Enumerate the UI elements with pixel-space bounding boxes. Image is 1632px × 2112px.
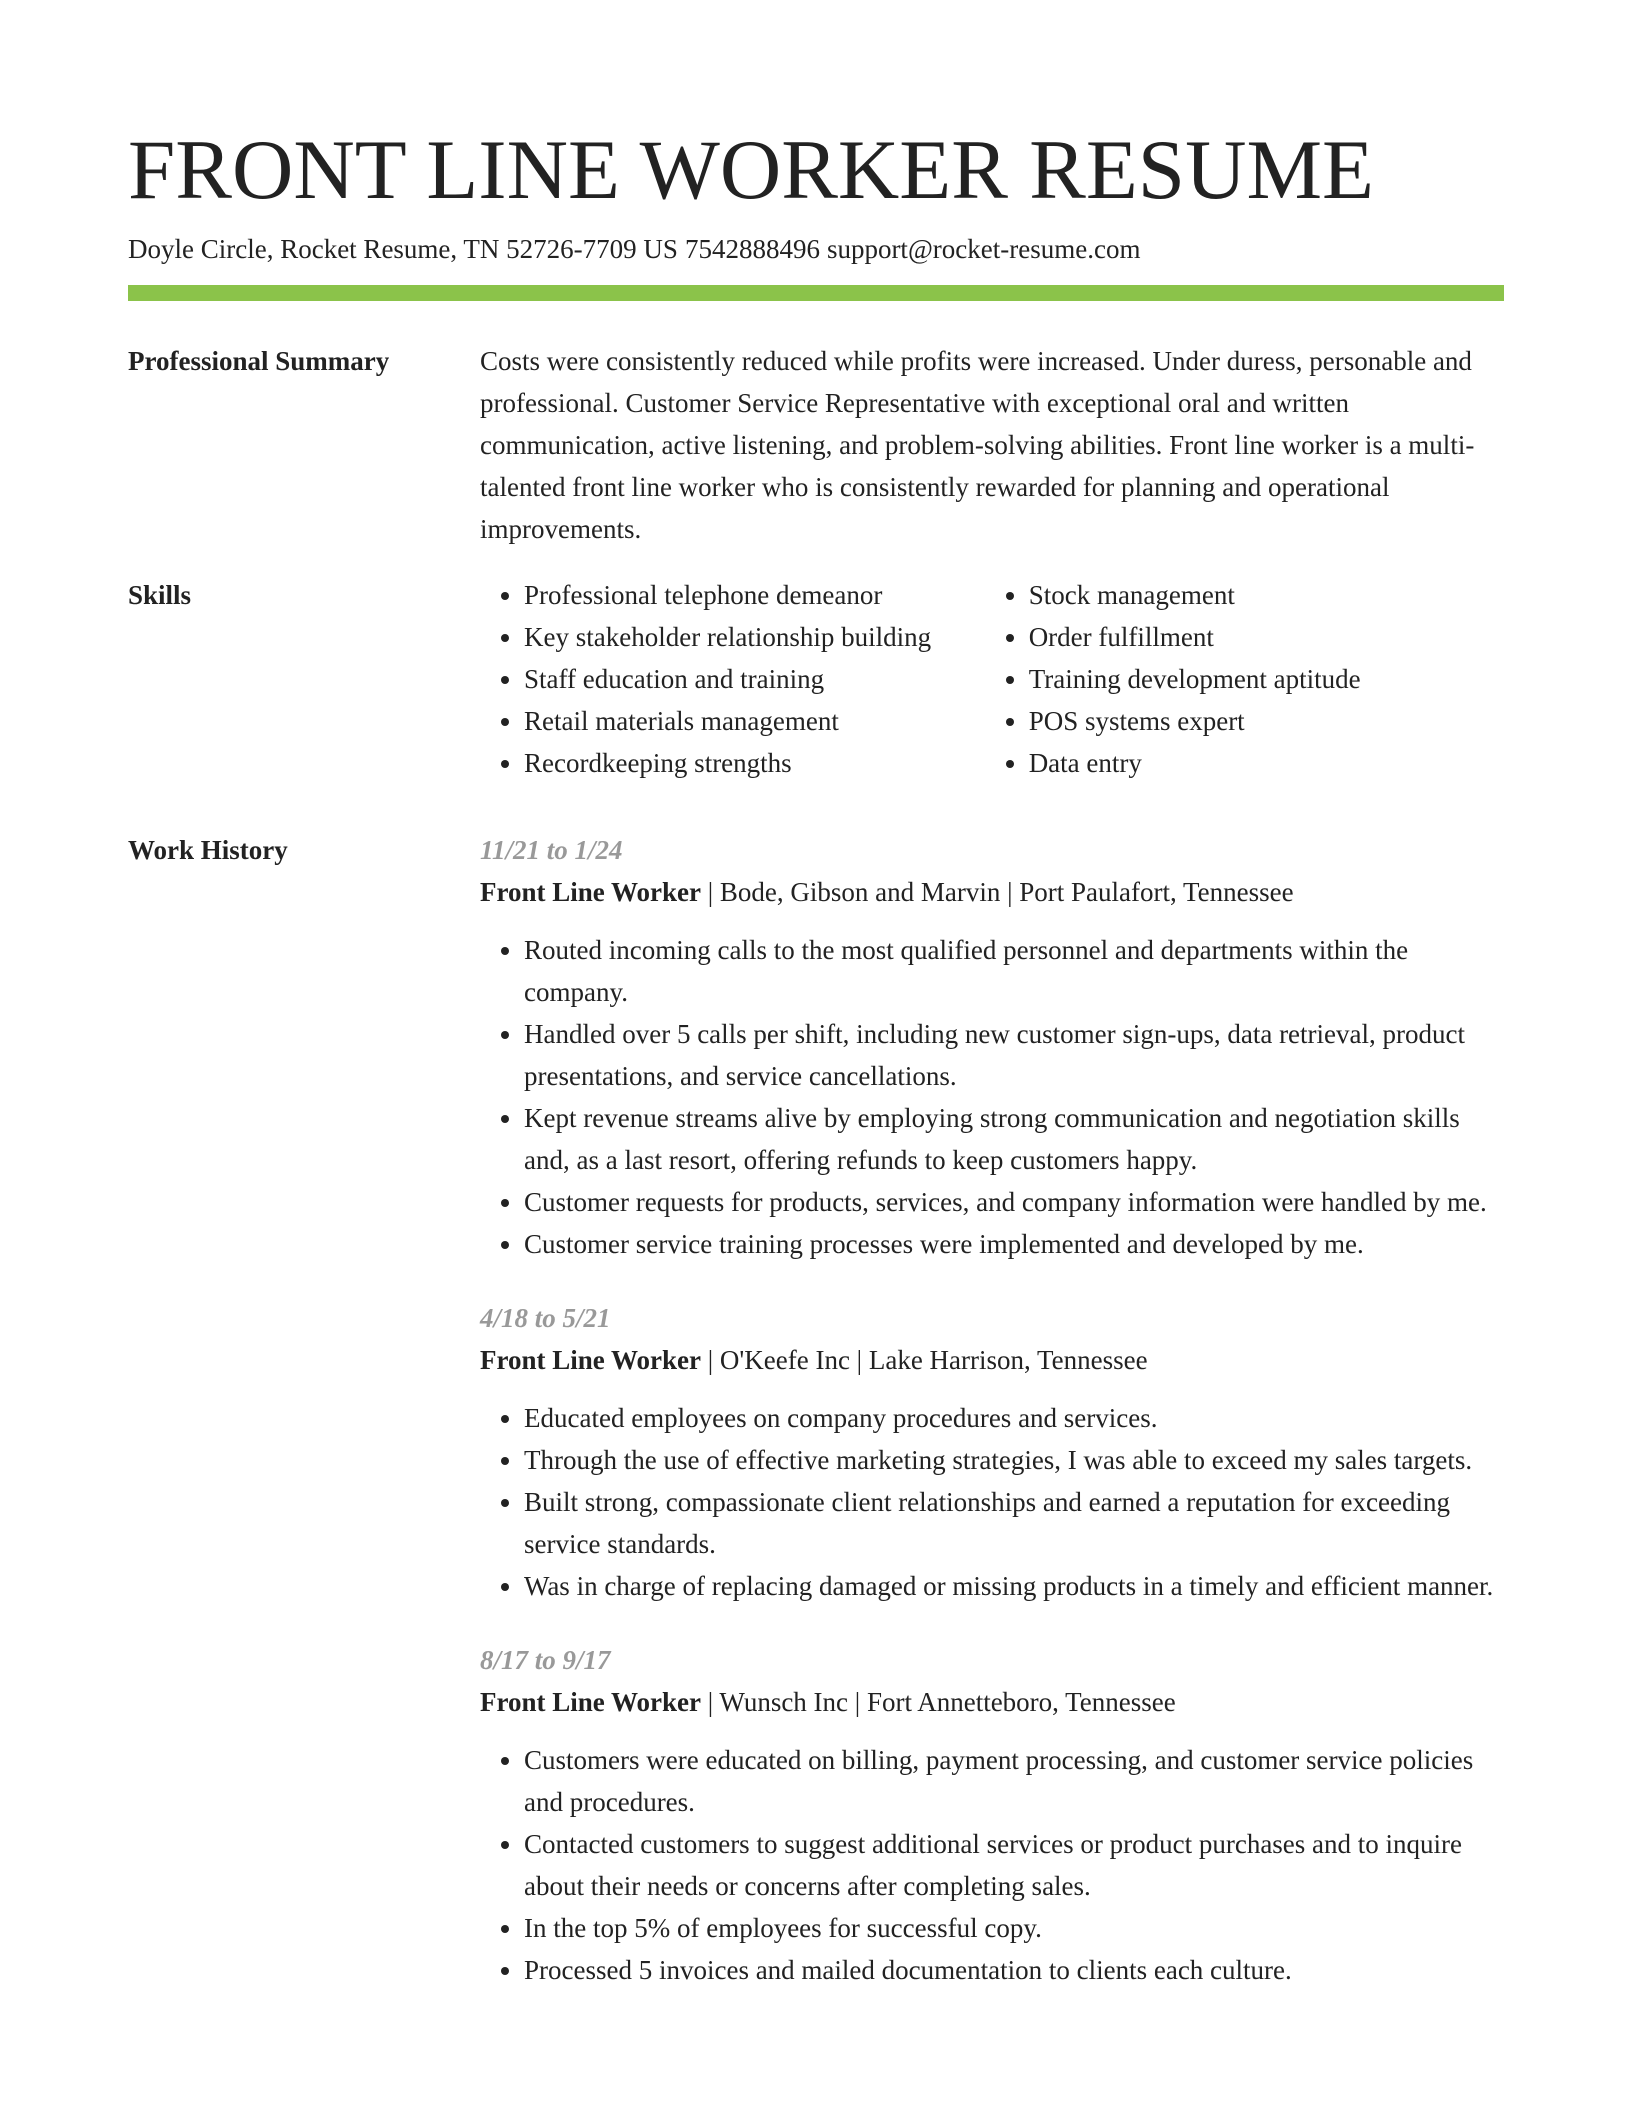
skills-label: Skills bbox=[128, 580, 192, 610]
job-details: | Bode, Gibson and Marvin | Port Paulafort, Tennessee bbox=[701, 877, 1294, 907]
accent-divider bbox=[128, 285, 1504, 301]
contact-email: support@rocket-resume.com bbox=[826, 234, 1141, 264]
job-bullet: • Customer requests for products, services, and company information were handled by me. bbox=[524, 1181, 1504, 1223]
skill-item: • Staff education and training bbox=[524, 658, 985, 700]
work-history-label: Work History bbox=[128, 835, 288, 865]
job-bullet: • In the top 5% of employees for successful copy. bbox=[524, 1907, 1504, 1949]
skills-body bbox=[480, 574, 1504, 784]
job-bullet: • Was in charge of replacing damaged or missing products in a timely and efficient manner. bbox=[524, 1565, 1504, 1607]
job-bullet: • Customer service training processes were implemented and developed by me. bbox=[524, 1223, 1504, 1265]
job-entry bbox=[480, 1639, 1504, 1991]
job-bullet: • Educated employees on company procedures and services. bbox=[524, 1397, 1504, 1439]
job-bullet: • Built strong, compassionate client relationships and earned a reputation for exceeding service standards. bbox=[524, 1481, 1504, 1565]
summary-body bbox=[480, 340, 1504, 550]
job-dates: 11/21 to 1/24 bbox=[480, 835, 623, 865]
skill-item: • Retail materials management bbox=[524, 700, 985, 742]
job-bullet: • Handled over 5 calls per shift, including new customer sign-ups, data retrieval, product presentations, and service cancellations. bbox=[524, 1013, 1504, 1097]
skills-column-1 bbox=[480, 574, 985, 784]
contact-phone: 7542888496 bbox=[684, 234, 820, 264]
job-dates: 4/18 to 5/21 bbox=[480, 1303, 611, 1333]
skill-item: • Stock management bbox=[1029, 574, 1504, 616]
job-bullet: • Kept revenue streams alive by employing strong communication and negotiation skills and, as a last resort, offering refunds to keep customers happy. bbox=[524, 1097, 1504, 1181]
job-bullet: • Contacted customers to suggest additional services or product purchases and to inquire about their needs or concerns after completing sales. bbox=[524, 1823, 1504, 1907]
summary-label: Professional Summary bbox=[128, 346, 390, 376]
work-history-body bbox=[480, 829, 1504, 1991]
contact-address: Doyle Circle, Rocket Resume, TN 52726-7709 US bbox=[128, 234, 678, 264]
job-entry bbox=[480, 1297, 1504, 1607]
skill-item: • Key stakeholder relationship building bbox=[524, 616, 985, 658]
skill-item: • Professional telephone demeanor bbox=[524, 574, 985, 616]
skill-item: • Recordkeeping strengths bbox=[524, 742, 985, 784]
job-entry bbox=[480, 829, 1504, 1265]
job-details: | O'Keefe Inc | Lake Harrison, Tennessee bbox=[701, 1345, 1148, 1375]
job-bullet: • Routed incoming calls to the most qualified personnel and departments within the company. bbox=[524, 929, 1504, 1013]
job-heading bbox=[480, 1339, 1504, 1381]
skills-column-2 bbox=[985, 574, 1504, 784]
job-heading bbox=[480, 871, 1504, 913]
job-heading bbox=[480, 1681, 1504, 1723]
summary-text: Costs were consistently reduced while profits were increased. Under duress, personable and professional. Customer Service Representative with exceptional oral and written communication, active listening, and problem-solving abilities. Front line worker is a multi-talented front line worker who is consistently rewarded for planning and operational improvements. bbox=[480, 346, 1475, 544]
job-bullets bbox=[480, 1397, 1504, 1607]
job-details: | Wunsch Inc | Fort Annetteboro, Tennessee bbox=[701, 1687, 1176, 1717]
job-role: Front Line Worker bbox=[480, 1345, 701, 1375]
job-bullets bbox=[480, 929, 1504, 1265]
skill-item: • Training development aptitude bbox=[1029, 658, 1504, 700]
skill-item: • POS systems expert bbox=[1029, 700, 1504, 742]
job-dates: 8/17 to 9/17 bbox=[480, 1645, 611, 1675]
job-bullets bbox=[480, 1739, 1504, 1991]
skill-item: • Data entry bbox=[1029, 742, 1504, 784]
job-bullet: • Through the use of effective marketing strategies, I was able to exceed my sales targets. bbox=[524, 1439, 1504, 1481]
job-bullet: • Customers were educated on billing, payment processing, and customer service policies and procedures. bbox=[524, 1739, 1504, 1823]
contact-line bbox=[128, 231, 1140, 267]
job-role: Front Line Worker bbox=[480, 1687, 701, 1717]
job-bullet: • Processed 5 invoices and mailed documentation to clients each culture. bbox=[524, 1949, 1504, 1991]
resume-title: FRONT LINE WORKER RESUME bbox=[128, 123, 1374, 217]
job-role: Front Line Worker bbox=[480, 877, 701, 907]
skill-item: • Order fulfillment bbox=[1029, 616, 1504, 658]
